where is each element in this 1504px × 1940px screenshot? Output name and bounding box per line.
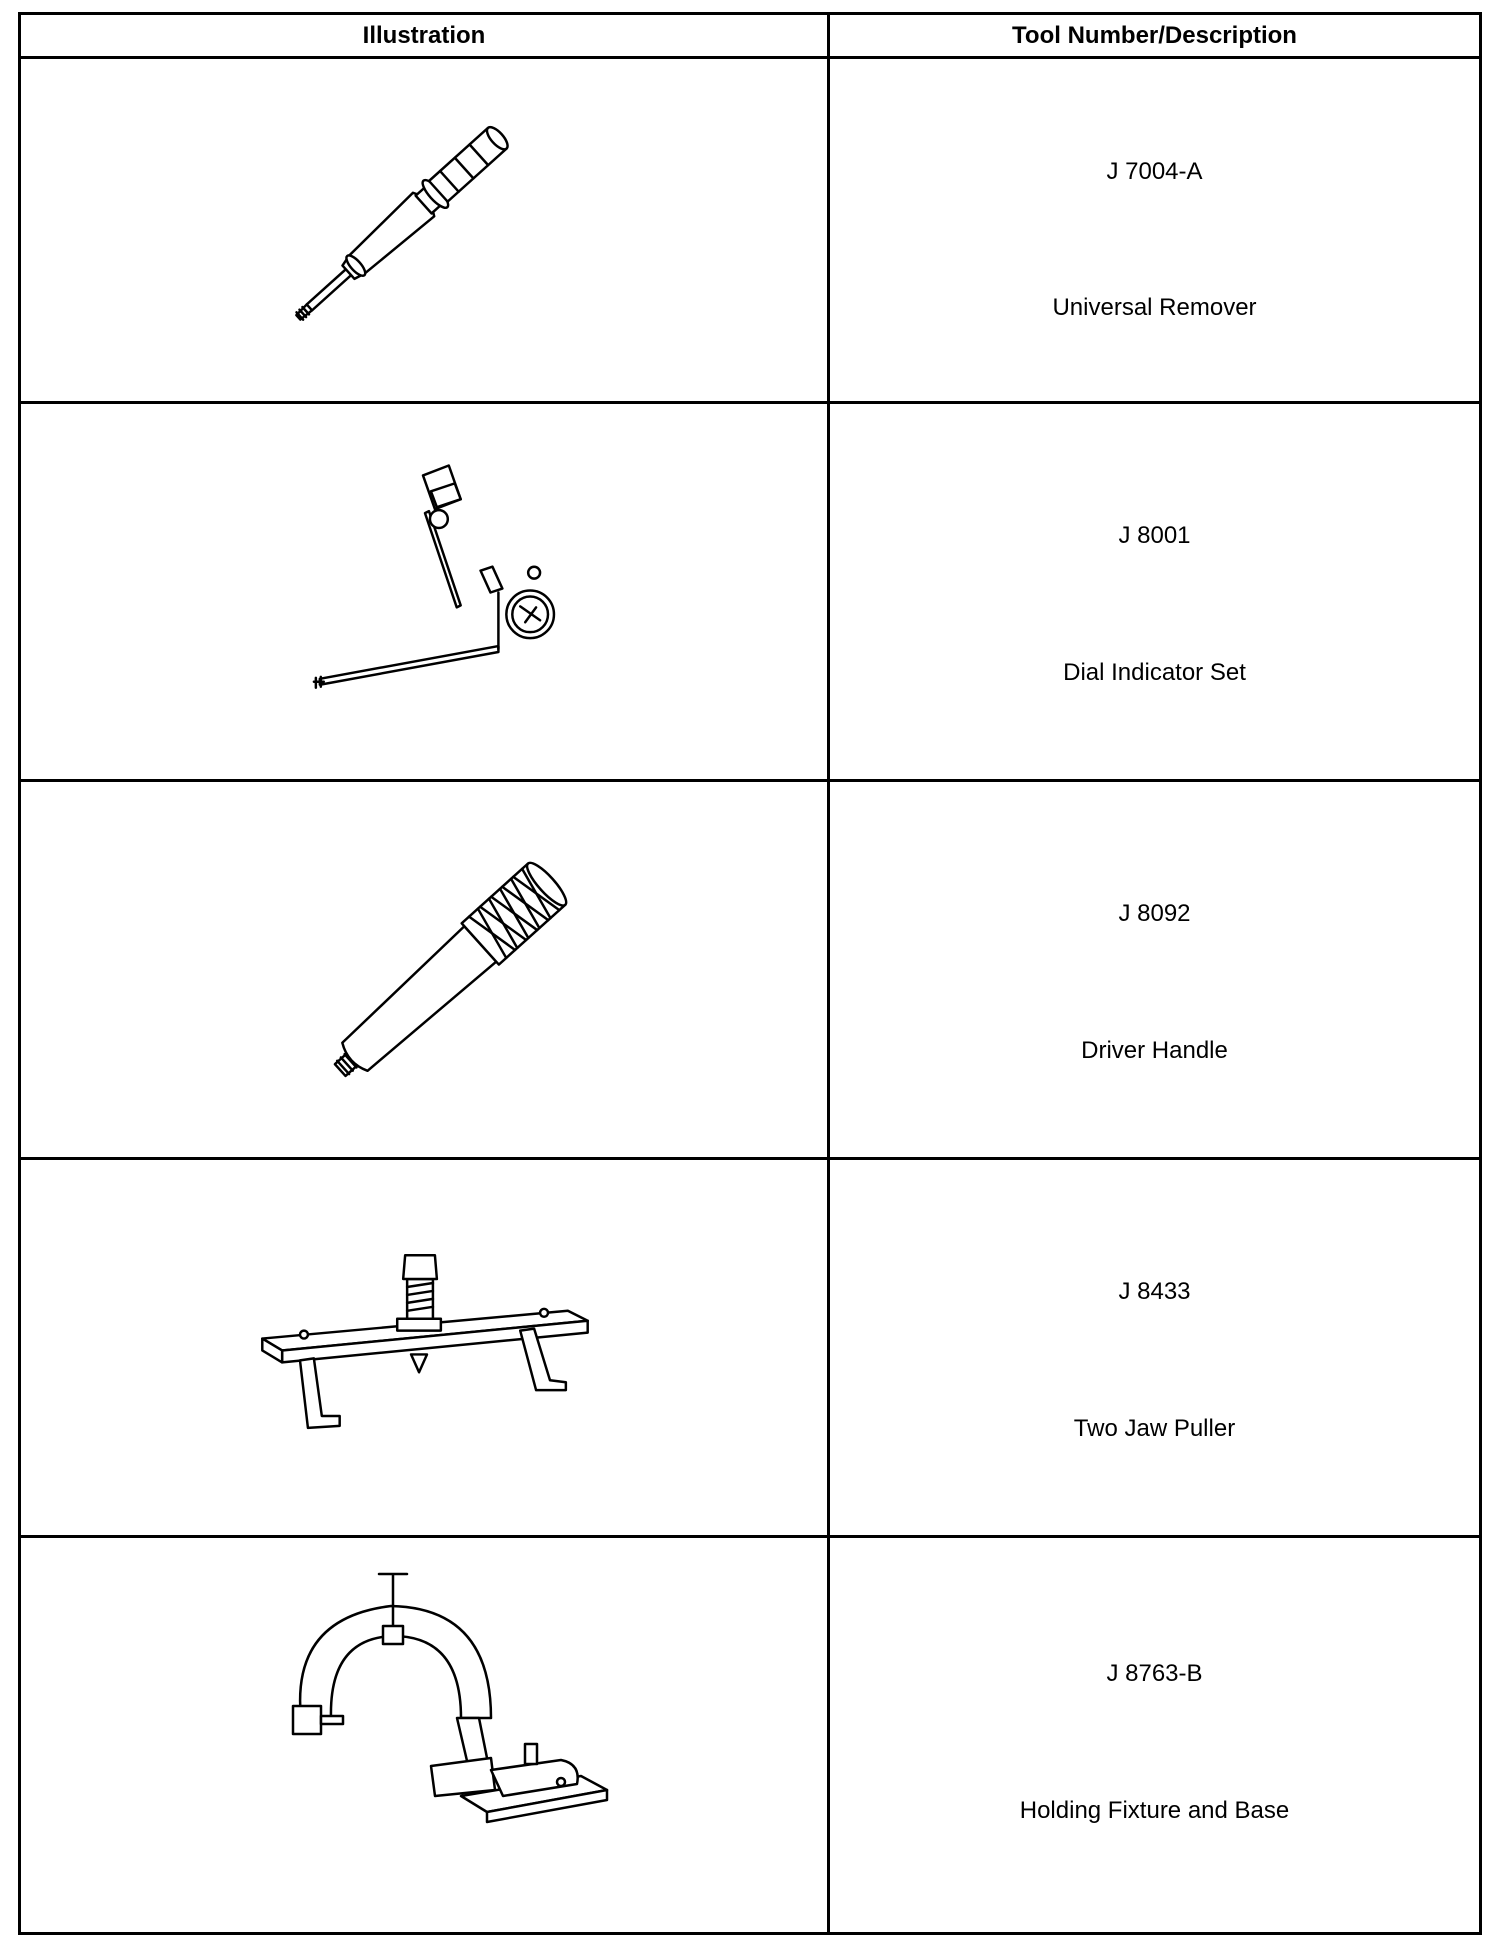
tools-table	[18, 12, 1482, 1935]
holding-fixture-and-base-icon	[21, 1538, 827, 1932]
table-row	[21, 404, 1479, 782]
table-row	[21, 56, 1479, 404]
tool-number: J 8092	[1118, 900, 1191, 927]
header-illustration: Illustration	[362, 21, 486, 49]
table-row	[21, 1160, 1479, 1538]
two-jaw-puller-icon	[21, 1160, 827, 1535]
tool-number: J 8001	[1118, 522, 1191, 549]
description-cell	[830, 404, 1479, 779]
tool-description: Two Jaw Puller	[1073, 1415, 1236, 1442]
tool-description: Holding Fixture and Base	[1019, 1797, 1290, 1824]
illustration-cell	[21, 1160, 827, 1535]
table-header	[21, 15, 1479, 59]
description-cell	[830, 1160, 1479, 1535]
description-cell	[830, 1538, 1479, 1932]
universal-remover-icon	[21, 56, 827, 401]
driver-handle-icon	[21, 782, 827, 1157]
description-cell	[830, 56, 1479, 401]
illustration-cell	[21, 404, 827, 779]
tool-description: Dial Indicator Set	[1063, 659, 1246, 686]
tool-number: J 8433	[1118, 1278, 1191, 1305]
table-row	[21, 782, 1479, 1160]
table-row	[21, 1538, 1479, 1932]
illustration-cell	[21, 1538, 827, 1932]
tool-description: Driver Handle	[1081, 1037, 1228, 1064]
description-cell	[830, 782, 1479, 1157]
tool-number: J 7004-A	[1106, 158, 1203, 185]
illustration-cell	[21, 782, 827, 1157]
illustration-cell	[21, 56, 827, 401]
tool-description: Universal Remover	[1052, 294, 1257, 321]
dial-indicator-set-icon	[21, 404, 827, 779]
header-tool-number-description: Tool Number/Description	[1012, 21, 1297, 49]
tool-number: J 8763-B	[1106, 1660, 1203, 1687]
